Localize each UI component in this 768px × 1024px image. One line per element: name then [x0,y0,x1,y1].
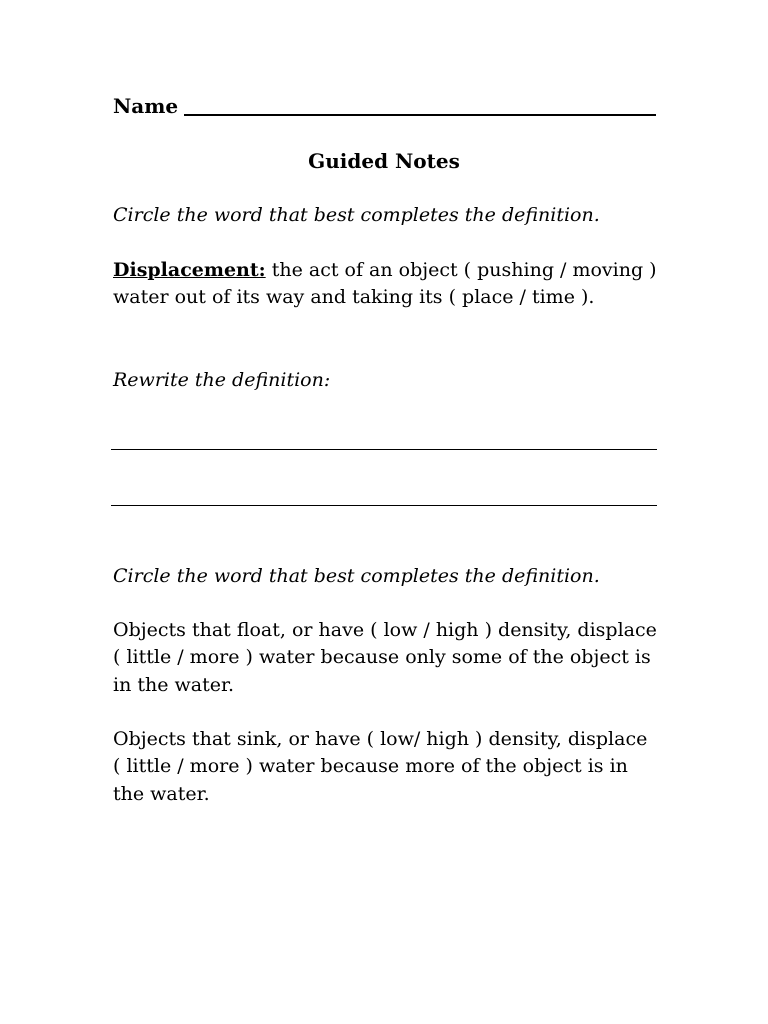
definition-line-1 [113,261,657,280]
page-title: Guided Notes [308,149,460,173]
definition-text-1: the act of an object ( pushing / moving ) [265,259,657,281]
sink-line-1: Objects that sink, or have ( low/ high ) density, displace [113,728,648,750]
float-line-2: ( little / more ) water because only some of the object is [113,646,651,668]
instruction-circle-1: Circle the word that best completes the definition. [113,204,600,226]
instruction-rewrite: Rewrite the definition: [113,369,331,391]
float-line-1: Objects that float, or have ( low / high ) density, displace [113,619,657,641]
name-blank-line[interactable] [184,96,656,116]
definition-line-2: water out of its way and taking its ( place / time ). [113,286,595,308]
sink-line-3: the water. [113,783,210,805]
name-row [113,96,656,116]
writing-line-2[interactable] [111,505,657,506]
sink-line-2: ( little / more ) water because more of the object is in [113,755,628,777]
writing-line-1[interactable] [111,449,657,450]
name-label: Name [113,94,179,118]
instruction-circle-2: Circle the word that best completes the definition. [113,565,600,587]
float-line-3: in the water. [113,674,235,696]
term-displacement: Displacement: [113,259,266,281]
